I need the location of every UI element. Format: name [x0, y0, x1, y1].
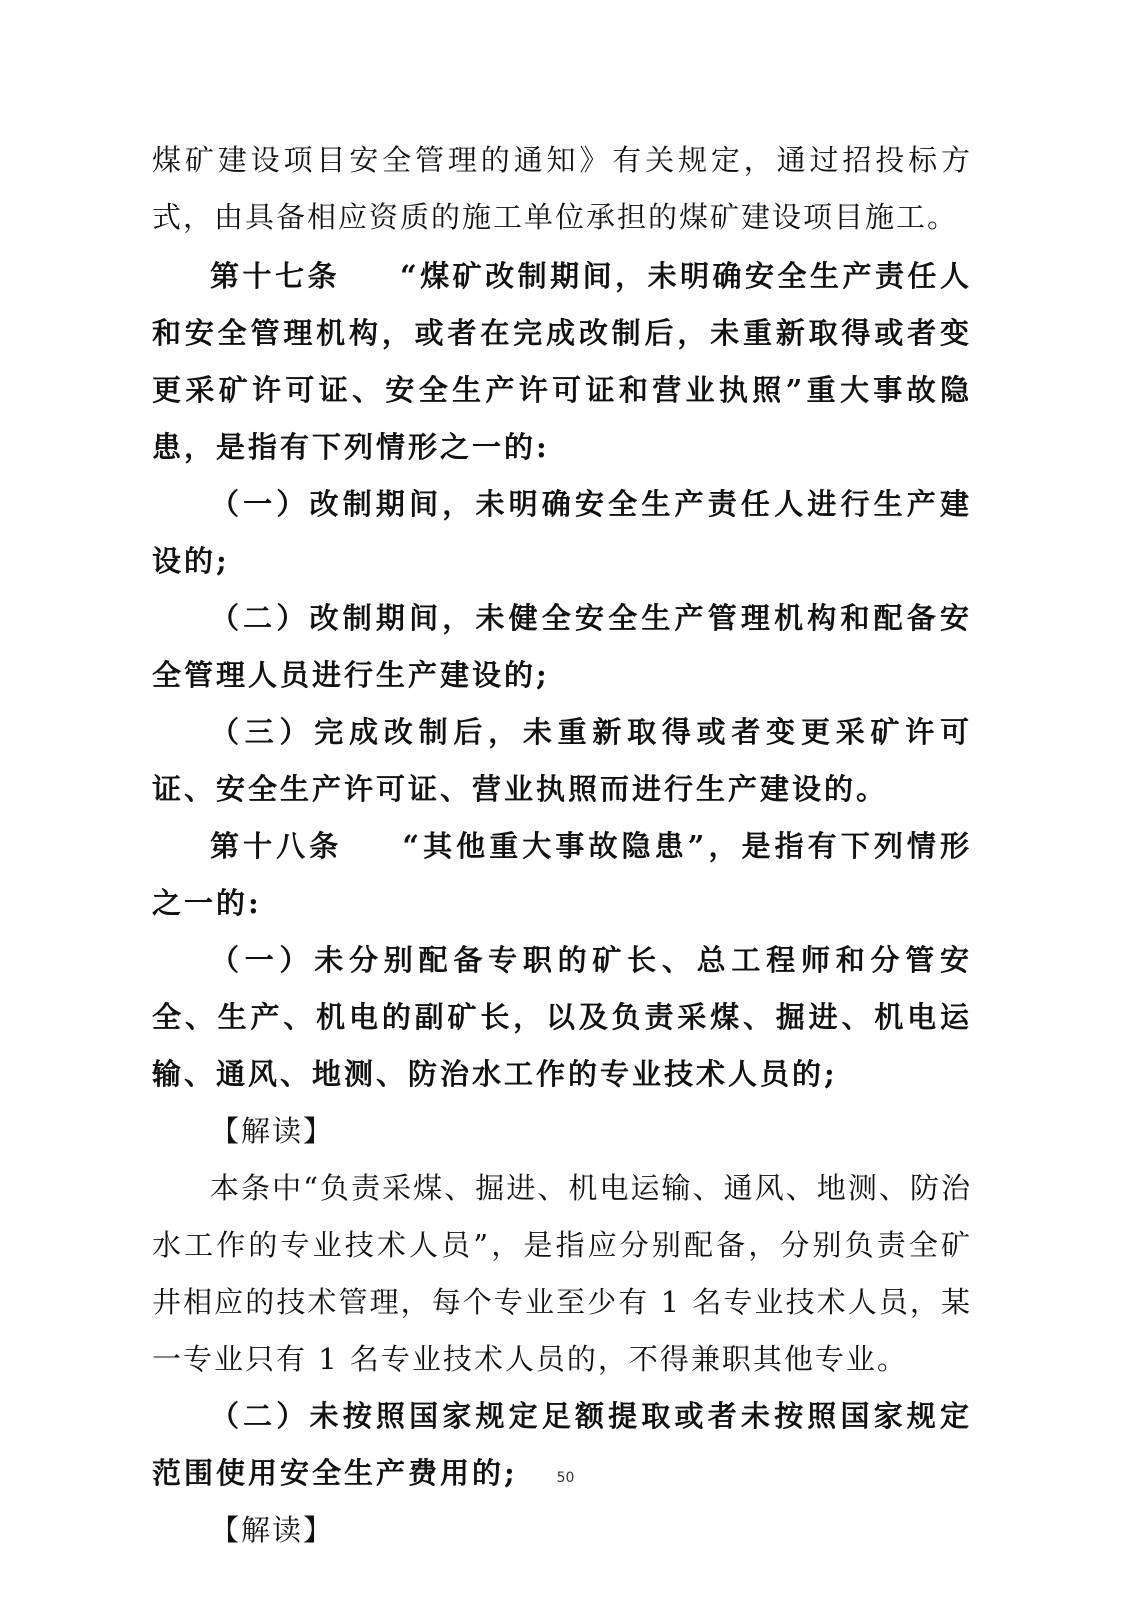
article-17-paragraph [152, 248, 972, 476]
paragraph-text: （一）改制期间，未明确安全生产责任人进行生产建设的; [152, 487, 972, 578]
article-number: 第十七条 [210, 259, 340, 293]
paragraph-text: “其他重大事故隐患”，是指有下列情形之一的: [152, 829, 972, 920]
paragraph-text: （一）未分别配备专职的矿长、总工程师和分管安全、生产、机电的副矿长，以及负责采煤、掘进、机电运输、通风、地测、防治水工作的专业技术人员的; [152, 943, 972, 1091]
paragraph-text: 煤矿建设项目安全管理的通知》有关规定，通过招投标方式，由具备相应资质的施工单位承担的煤矿建设项目施工。 [152, 143, 972, 234]
body-text [152, 132, 972, 1559]
interpretation-heading [152, 1502, 972, 1559]
interpretation-paragraph [152, 1160, 972, 1388]
article-number: 第十八条 [210, 829, 343, 863]
paragraph-text: “煤矿改制期间，未明确安全生产责任人和安全管理机构，或者在完成改制后，未重新取得或者变更采矿许可证、安全生产许可证和营业执照”重大事故隐患，是指有下列情形之一的: [152, 259, 972, 464]
interpretation-heading [152, 1103, 972, 1160]
paragraph-text: （二）未按照国家规定足额提取或者未按照国家规定范围使用安全生产费用的; [152, 1399, 972, 1490]
paragraph-text: 【解读】 [210, 1114, 335, 1148]
clause-17-3 [152, 704, 972, 818]
paragraph-text: （三）完成改制后，未重新取得或者变更采矿许可证、安全生产许可证、营业执照而进行生产建设的。 [152, 715, 972, 806]
paragraph-text: （二）改制期间，未健全安全生产管理机构和配备安全管理人员进行生产建设的; [152, 601, 972, 692]
article-18-paragraph [152, 818, 972, 932]
clause-17-2 [152, 590, 972, 704]
paragraph-text: 本条中“负责采煤、掘进、机电运输、通风、地测、防治水工作的专业技术人员”，是指应分别配备，分别负责全矿井相应的技术管理，每个专业至少有 1 名专业技术人员，某一专业只有 1 名专业技术人员的，不得兼职其他专业。 [152, 1171, 972, 1376]
clause-18-1 [152, 932, 972, 1103]
page-number: 50 [556, 1470, 575, 1486]
clause-17-1 [152, 476, 972, 590]
continued-paragraph [152, 132, 972, 246]
paragraph-text: 【解读】 [210, 1513, 335, 1547]
